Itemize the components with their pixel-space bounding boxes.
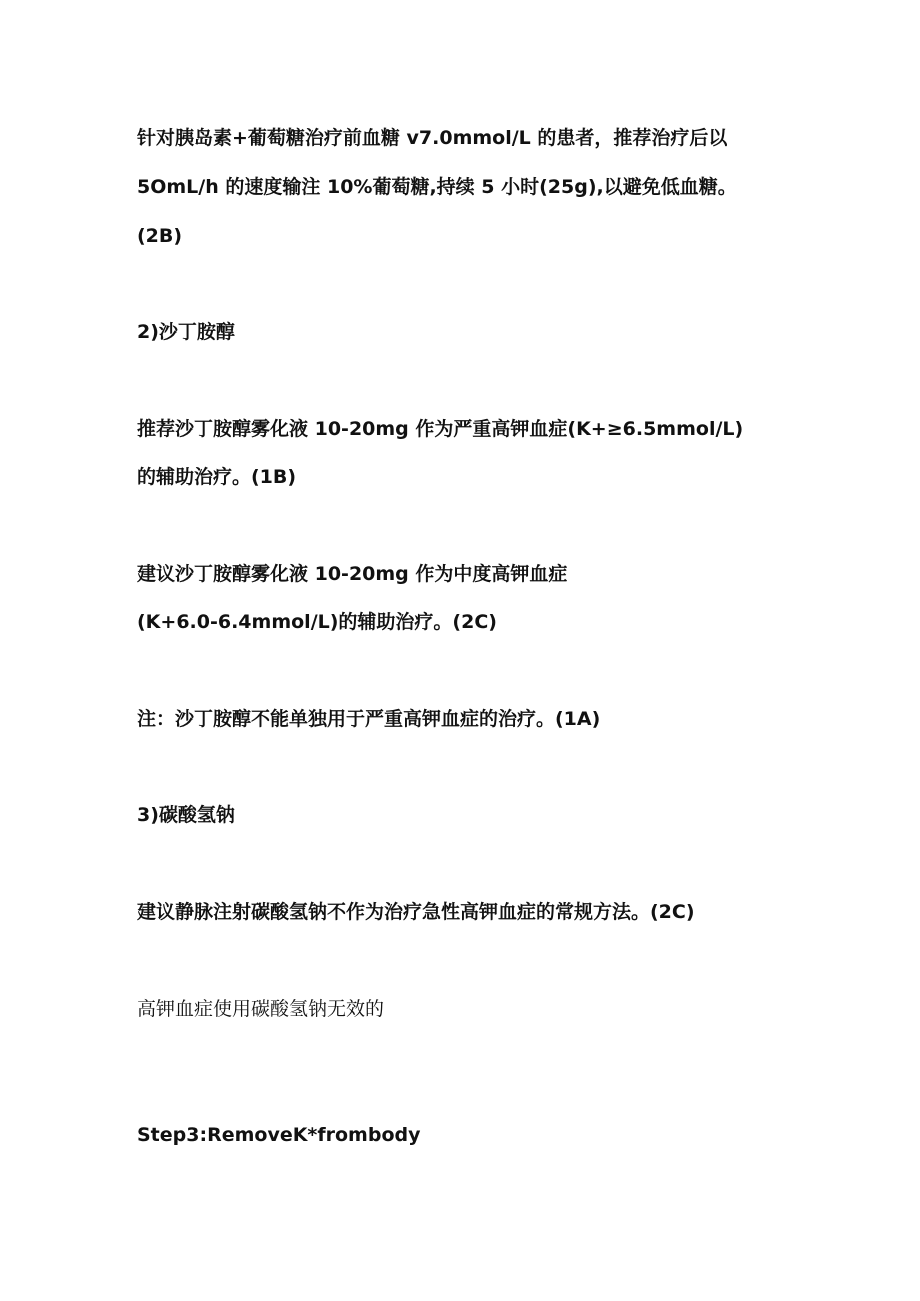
para2-line1: 推荐沙丁胺醇雾化液 10-20mg 作为严重高钾血症(K+≥6.5mmol/L) xyxy=(137,418,744,440)
para4-line: 建议静脉注射碳酸氢钠不作为治疗急性高钾血症的常规方法。(2C) xyxy=(137,901,695,923)
para3-line1: 建议沙丁胺醇雾化液 10-20mg 作为中度高钾血症 xyxy=(137,563,568,585)
heading-bicarbonate: 3)碳酸氢钠 xyxy=(137,804,235,826)
para2-line2: 的辅助治疗。(1B) xyxy=(137,466,297,488)
step3-heading: Step3:RemoveK*frombody xyxy=(137,1124,421,1146)
para1-line1: 针对胰岛素+葡萄糖治疗前血糖 v7.0mmol/L 的患者，推荐治疗后以 xyxy=(137,127,728,149)
note-line: 注：沙丁胺醇不能单独用于严重高钾血症的治疗。(1A) xyxy=(137,708,601,730)
para3-line2: (K+6.0-6.4mmol/L)的辅助治疗。(2C) xyxy=(137,611,497,633)
heading-salbutamol: 2)沙丁胺醇 xyxy=(137,321,235,343)
para1-line3: (2B) xyxy=(137,225,183,247)
para5-line: 高钾血症使用碳酸氢钠无效的 xyxy=(137,998,385,1020)
para1-line2: 5OmL/h 的速度输注 10%葡萄糖,持续 5 小时(25g),以避免低血糖。 xyxy=(137,176,737,198)
